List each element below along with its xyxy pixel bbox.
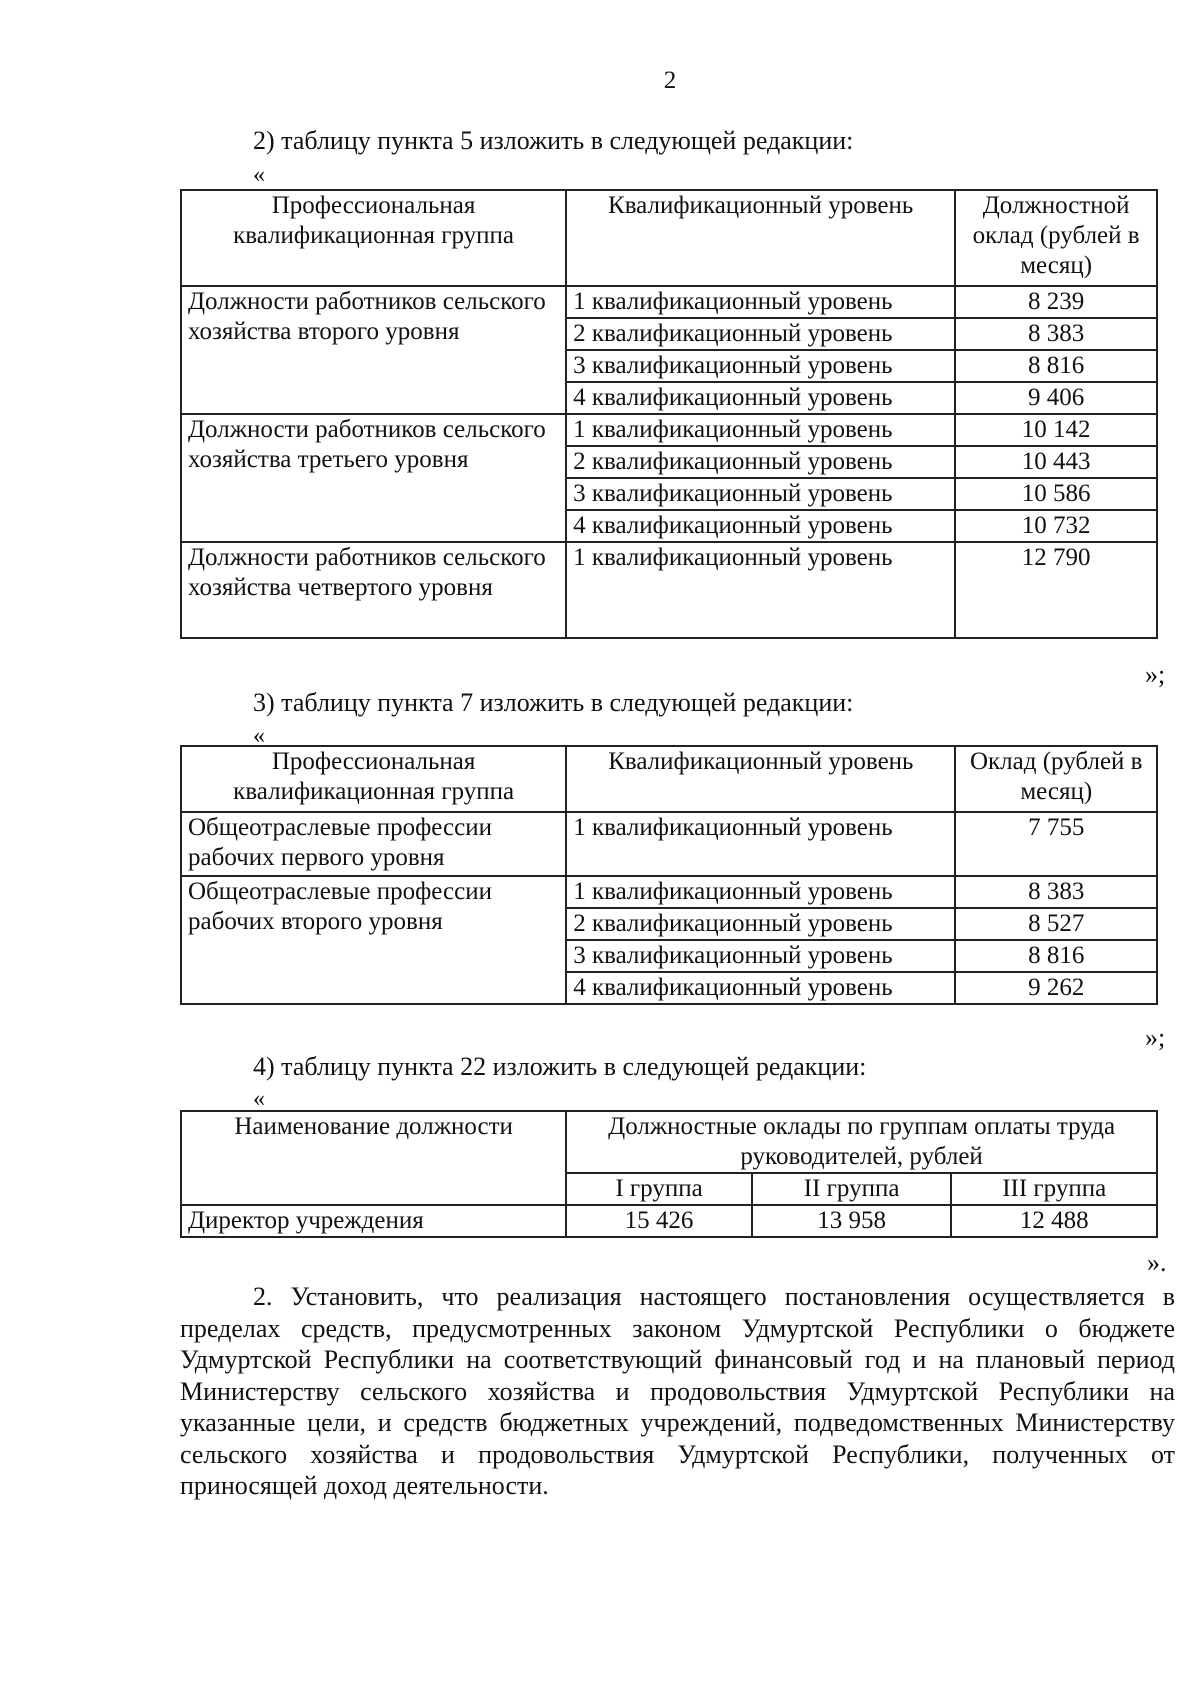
group-name: Общеотраслевые профессии рабочих первого уровня — [181, 812, 566, 876]
salary-cell: 9 262 — [955, 972, 1157, 1004]
section3-heading: 3) таблицу пункта 7 изложить в следующей редакции: — [253, 688, 854, 717]
table-row — [181, 812, 1157, 876]
salary-cell: 8 239 — [955, 286, 1157, 318]
salary-cell: 7 755 — [955, 812, 1157, 876]
salary-cell: 10 142 — [955, 414, 1157, 446]
level-cell: 4 квалификационный уровень — [566, 382, 955, 414]
table-row — [181, 286, 1157, 318]
level-cell: 1 квалификационный уровень — [566, 414, 955, 446]
level-cell: 1 квалификационный уровень — [566, 286, 955, 318]
salary-group-2: 13 958 — [752, 1205, 952, 1237]
header-salary: Должностной оклад (рублей в месяц) — [955, 190, 1157, 286]
level-cell: 3 квалификационный уровень — [566, 350, 955, 382]
page-number: 2 — [663, 67, 677, 94]
level-cell: 1 квалификационный уровень — [566, 876, 955, 908]
header-level: Квалификационный уровень — [566, 190, 955, 286]
table-section4 — [180, 1110, 1158, 1238]
table-section2 — [180, 189, 1158, 639]
group-name: Должности работников сельского хозяйства четвертого уровня — [181, 542, 566, 638]
header-salary: Оклад (рублей в месяц) — [955, 746, 1157, 812]
section4-close-quote: ». — [1147, 1248, 1167, 1277]
group-name: Общеотраслевые профессии рабочих второго уровня — [181, 876, 566, 1004]
salary-cell: 8 527 — [955, 908, 1157, 940]
salary-group-3: 12 488 — [951, 1205, 1157, 1237]
level-cell: 2 квалификационный уровень — [566, 318, 955, 350]
header-position: Наименование должности — [181, 1111, 566, 1205]
header-group-1: I группа — [566, 1173, 752, 1205]
header-group: Профессиональная квалификационная группа — [181, 746, 566, 812]
section2-open-quote: « — [253, 162, 265, 188]
salary-cell: 10 732 — [955, 510, 1157, 542]
level-cell: 4 квалификационный уровень — [566, 510, 955, 542]
table-section3 — [180, 745, 1158, 1005]
header-salaries: Должностные оклады по группам оплаты труда руководителей, рублей — [566, 1111, 1157, 1173]
group-name: Должности работников сельского хозяйства третьего уровня — [181, 414, 566, 542]
group-name: Должности работников сельского хозяйства второго уровня — [181, 286, 566, 414]
level-cell: 1 квалификационный уровень — [566, 812, 955, 876]
salary-cell: 12 790 — [955, 542, 1157, 638]
salary-cell: 8 383 — [955, 318, 1157, 350]
section4-heading: 4) таблицу пункта 22 изложить в следующей редакции: — [253, 1052, 867, 1081]
table-row — [181, 1205, 1157, 1237]
salary-cell: 8 816 — [955, 350, 1157, 382]
header-group-2: II группа — [752, 1173, 952, 1205]
header-group-3: III группа — [951, 1173, 1157, 1205]
level-cell: 4 квалификационный уровень — [566, 972, 955, 1004]
level-cell: 1 квалификационный уровень — [566, 542, 955, 638]
section3-close-quote: »; — [1145, 1023, 1166, 1052]
salary-cell: 8 383 — [955, 876, 1157, 908]
salary-cell: 9 406 — [955, 382, 1157, 414]
section2-close-quote: »; — [1145, 660, 1166, 689]
salary-cell: 10 586 — [955, 478, 1157, 510]
section2-heading: 2) таблицу пункта 5 изложить в следующей редакции: — [253, 126, 854, 155]
salary-group-1: 15 426 — [566, 1205, 752, 1237]
position-cell: Директор учреждения — [181, 1205, 566, 1237]
paragraph-2: 2. Установить, что реализация настоящего постановления осуществляется в пределах средств, предусмотренных законом Удмуртской Республики о бюджете Удмуртской Республики на соответствующий финансовый год и на плановый период Министерству сельского хозяйства и продовольствия Удмуртской Республики на указанные цели, и средств бюджетных учреждений, подведомственных Министерству сельского хозяйства и продовольствия Удмуртской Республики, полученных от приносящей доход деятельности. — [180, 1282, 1175, 1500]
level-cell: 2 квалификационный уровень — [566, 908, 955, 940]
salary-cell: 10 443 — [955, 446, 1157, 478]
header-level: Квалификационный уровень — [566, 746, 955, 812]
level-cell: 3 квалификационный уровень — [566, 940, 955, 972]
level-cell: 2 квалификационный уровень — [566, 446, 955, 478]
table-row — [181, 542, 1157, 638]
level-cell: 3 квалификационный уровень — [566, 478, 955, 510]
table-row — [181, 876, 1157, 908]
section3-open-quote: « — [253, 723, 265, 749]
header-group: Профессиональная квалификационная группа — [181, 190, 566, 286]
section4-open-quote: « — [253, 1086, 265, 1112]
salary-cell: 8 816 — [955, 940, 1157, 972]
table-row — [181, 414, 1157, 446]
